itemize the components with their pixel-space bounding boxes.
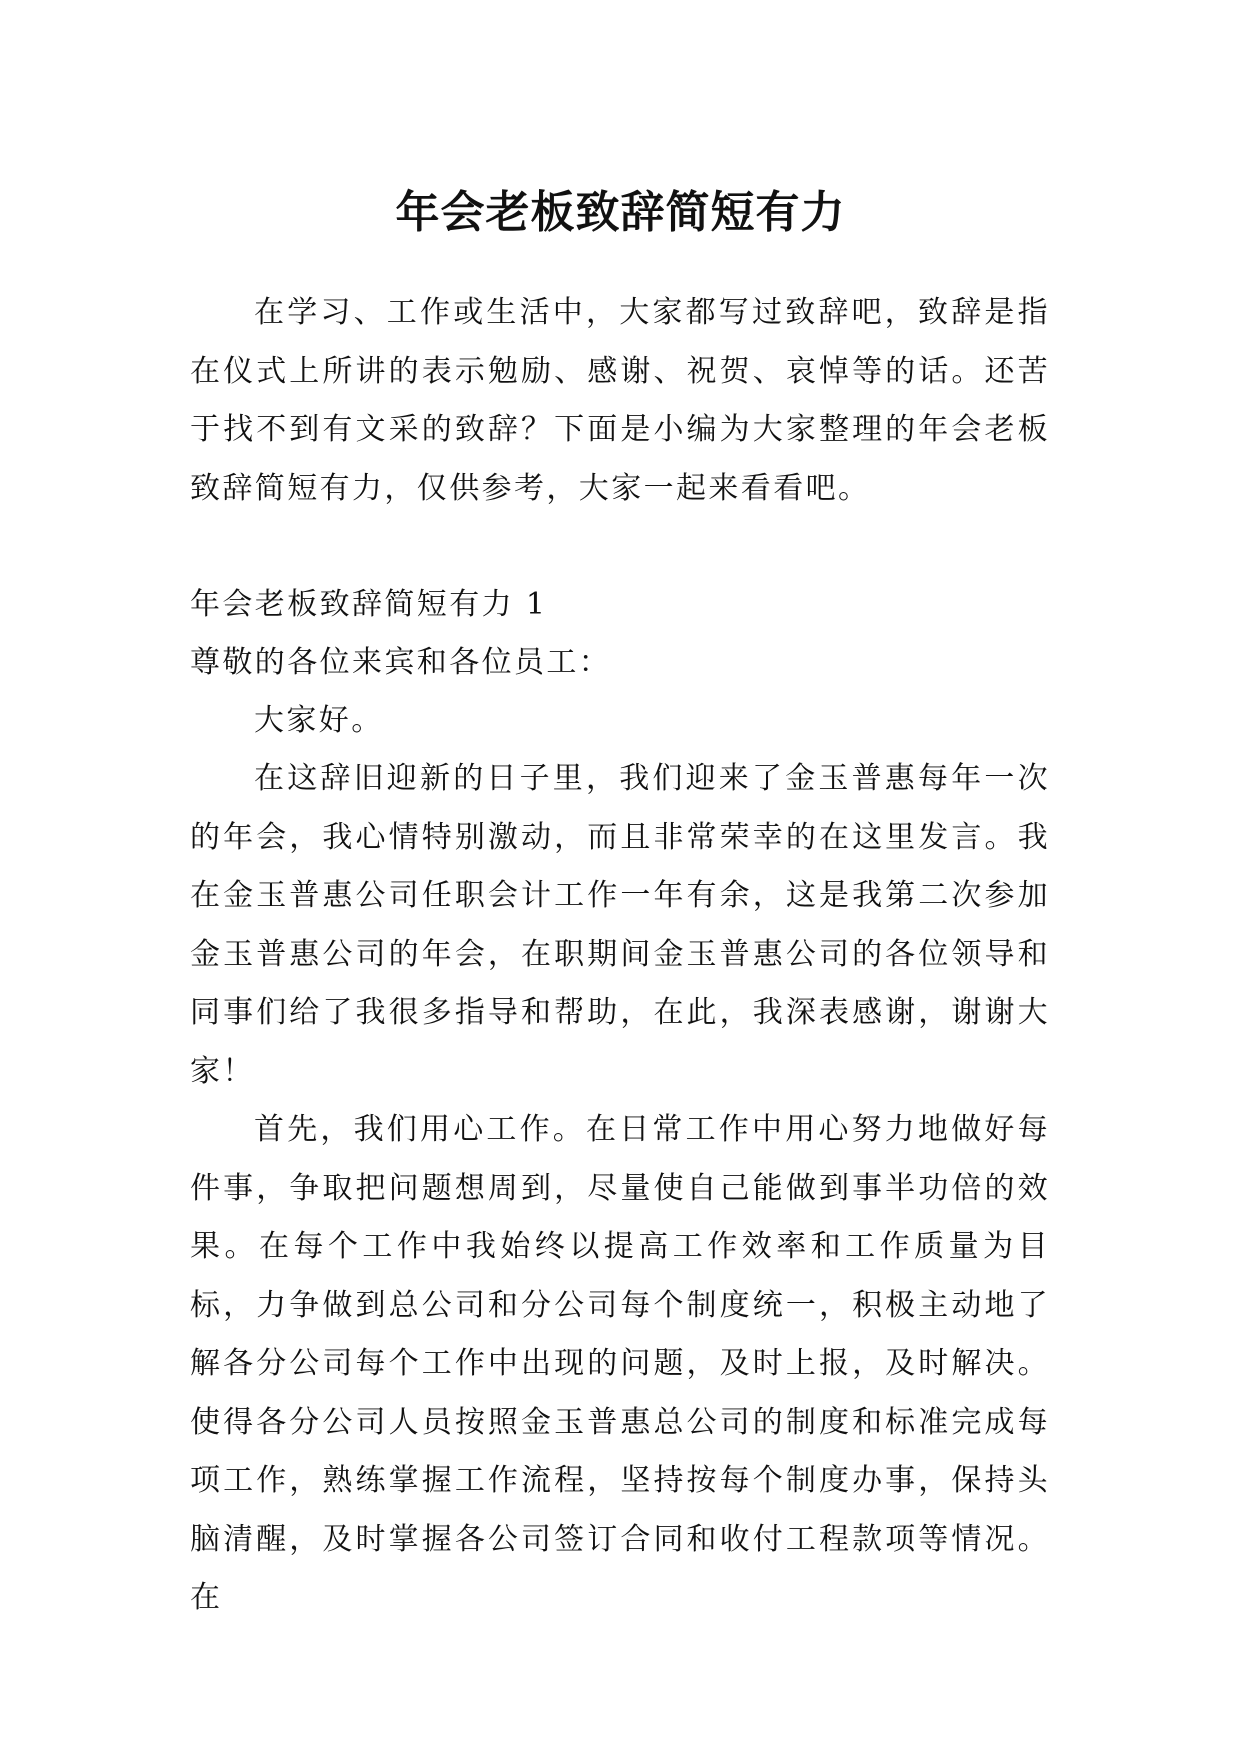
intro-paragraph: 在学习、工作或生活中，大家都写过致辞吧，致辞是指在仪式上所讲的表示勉励、感谢、祝贺、哀悼等的话。还苦于找不到有文采的致辞？下面是小编为大家整理的年会老板致辞简短有力，仅供参考，大家一起来看看吧。 [190, 295, 1050, 506]
body-paragraph-1: 在这辞旧迎新的日子里，我们迎来了金玉普惠每年一次的年会，我心情特别激动，而且非常荣幸的在这里发言。我在金玉普惠公司任职会计工作一年有余，这是我第二次参加金玉普惠公司的年会，在职期间金玉普惠公司的各位领导和同事们给了我很多指导和帮助，在此，我深表感谢，谢谢大家！ [190, 761, 1050, 1089]
greeting: 大家好。 [254, 703, 384, 738]
section-heading: 年会老板致辞简短有力 1 [190, 587, 548, 622]
body-paragraph-2: 首先，我们用心工作。在日常工作中用心努力地做好每件事，争取把问题想周到，尽量使自己能做到事半功倍的效果。在每个工作中我始终以提高工作效率和工作质量为目标，力争做到总公司和分公司每个制度统一，积极主动地了解各分公司每个工作中出现的问题，及时上报，及时解决。使得各分公司人员按照金玉普惠总公司的制度和标准完成每项工作，熟练掌握工作流程，坚持按每个制度办事，保持头脑清醒，及时掌握各公司签订合同和收付工程款项等情况。在 [190, 1112, 1050, 1615]
salutation: 尊敬的各位来宾和各位员工： [190, 645, 612, 680]
document-title: 年会老板致辞简短有力 [395, 187, 846, 239]
